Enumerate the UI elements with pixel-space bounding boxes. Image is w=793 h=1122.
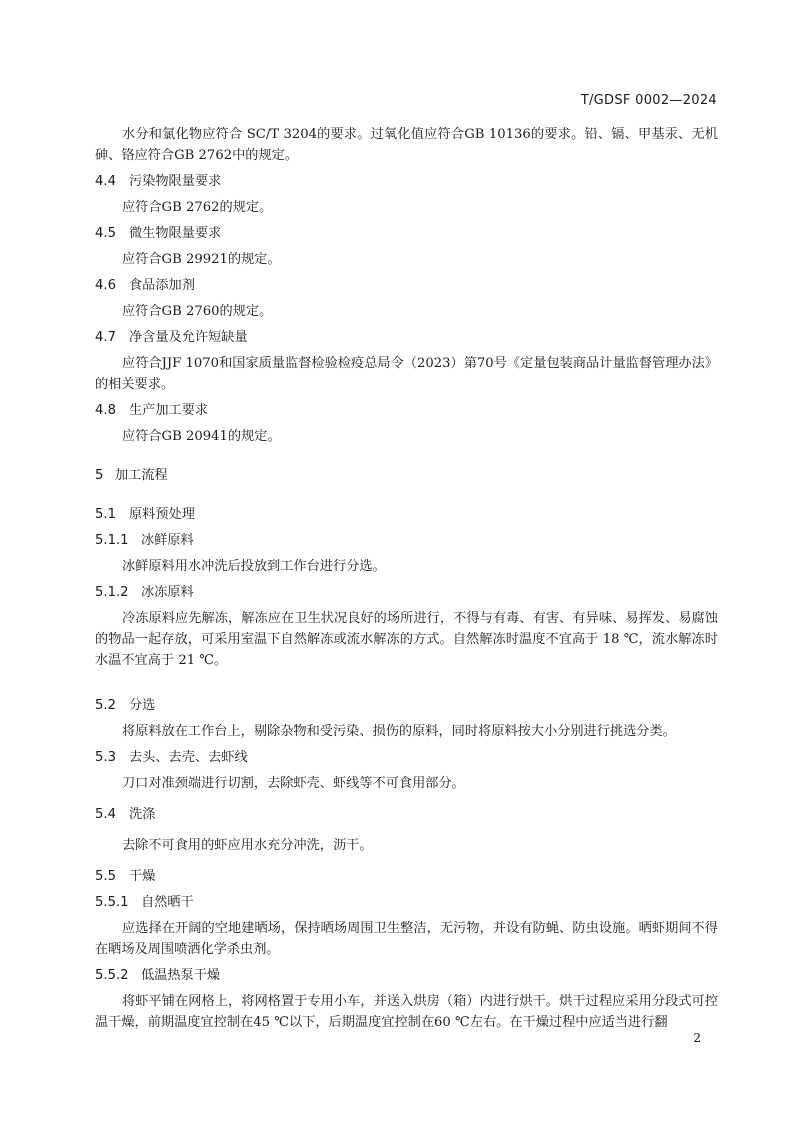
section-heading (95, 275, 718, 296)
chapter-number: 5 (95, 468, 104, 483)
section-heading (95, 400, 718, 421)
section-number: 5.3 (95, 750, 116, 765)
page-number: 2 (693, 1031, 701, 1045)
subsection-number: 5.1.1 (95, 533, 129, 548)
paragraph: 应符合GB 2762的规定。 (122, 200, 273, 215)
section-title: 净含量及允许短缺量 (129, 330, 248, 345)
paragraph: 水分和氯化物应符合 SC/T 3204的要求。过氧化值应符合GB 10136的要求。铅、镉、甲基汞、无机砷、铬应符合GB 2762中的规定。 (95, 127, 718, 163)
section-heading (95, 223, 718, 244)
subsection-number: 5.5.2 (95, 968, 129, 983)
subsection-title: 冰冻原料 (141, 585, 194, 600)
chapter-title: 加工流程 (115, 468, 168, 483)
section-title: 食品添加剂 (129, 278, 195, 293)
section-number: 5.4 (95, 807, 116, 822)
standard-code: T/GDSF 0002—2024 (580, 93, 717, 108)
subsection-title: 低温热泵干燥 (141, 968, 221, 983)
paragraph: 应符合JJF 1070和国家质量监督检验检疫总局令（2023）第70号《定量包装商品计量监督管理办法》的相关要求。 (95, 356, 718, 392)
section-heading (95, 804, 718, 825)
section-number: 4.6 (95, 278, 116, 293)
paragraph: 去除不可食用的虾应用水充分冲洗，沥干。 (122, 838, 373, 853)
paragraph: 应符合GB 29921的规定。 (122, 252, 281, 267)
section-number: 4.8 (95, 403, 116, 418)
subsection-title: 自然晒干 (141, 895, 194, 910)
section-number: 5.5 (95, 869, 116, 884)
section-title: 生产加工要求 (129, 403, 209, 418)
section-heading (95, 171, 718, 192)
paragraph: 应符合GB 20941的规定。 (122, 429, 281, 444)
section-heading (95, 504, 718, 525)
paragraph: 将虾平铺在网格上，将网格置于专用小车，并送入烘房（箱）内进行烘干。烘干过程应采用分段式可控温干燥，前期温度宜控制在45 ℃以下，后期温度宜控制在60 ℃左右。在干燥过程中应适当进行翻 (95, 994, 718, 1030)
chapter-heading (95, 465, 718, 486)
section-number: 4.4 (95, 174, 116, 189)
section-title: 洗涤 (129, 807, 156, 822)
subsection-heading (95, 965, 718, 986)
paragraph: 冷冻原料应先解冻，解冻应在卫生状况良好的场所进行，不得与有毒、有害、有异味、易挥发、易腐蚀的物品一起存放，可采用室温下自然解冻或流水解冻的方式。自然解冻时温度不宜高于 18 ℃，流水解冻时水温不宜高于 21 ℃。 (95, 611, 718, 668)
document-body (95, 124, 718, 1033)
section-title: 微生物限量要求 (129, 226, 222, 241)
subsection-heading (95, 530, 718, 551)
subsection-number: 5.5.1 (95, 895, 129, 910)
paragraph: 刀口对准颈端进行切割，去除虾壳、虾线等不可食用部分。 (122, 776, 465, 791)
paragraph: 应选择在开阔的空地建晒场，保持晒场周围卫生整洁，无污物，并设有防蝇、防虫设施。晒虾期间不得在晒场及周围喷洒化学杀虫剂。 (95, 921, 718, 957)
section-number: 5.2 (95, 698, 116, 713)
section-title: 原料预处理 (129, 507, 195, 522)
section-title: 干燥 (129, 869, 156, 884)
paragraph: 将原料放在工作台上，剔除杂物和受污染、损伤的原料，同时将原料按大小分别进行挑选分类。 (122, 724, 676, 739)
section-heading (95, 695, 718, 716)
paragraph: 冰鲜原料用水冲洗后投放到工作台进行分选。 (122, 559, 386, 574)
section-title: 去头、去壳、去虾线 (129, 750, 248, 765)
subsection-number: 5.1.2 (95, 585, 129, 600)
subsection-heading (95, 892, 718, 913)
section-heading (95, 327, 718, 348)
section-title: 分选 (129, 698, 156, 713)
subsection-title: 冰鲜原料 (141, 533, 194, 548)
paragraph: 应符合GB 2760的规定。 (122, 304, 273, 319)
subsection-heading (95, 582, 718, 603)
section-title: 污染物限量要求 (129, 174, 222, 189)
section-number: 4.7 (95, 330, 116, 345)
section-heading (95, 866, 718, 887)
section-number: 5.1 (95, 507, 116, 522)
section-heading (95, 747, 718, 768)
section-number: 4.5 (95, 226, 116, 241)
